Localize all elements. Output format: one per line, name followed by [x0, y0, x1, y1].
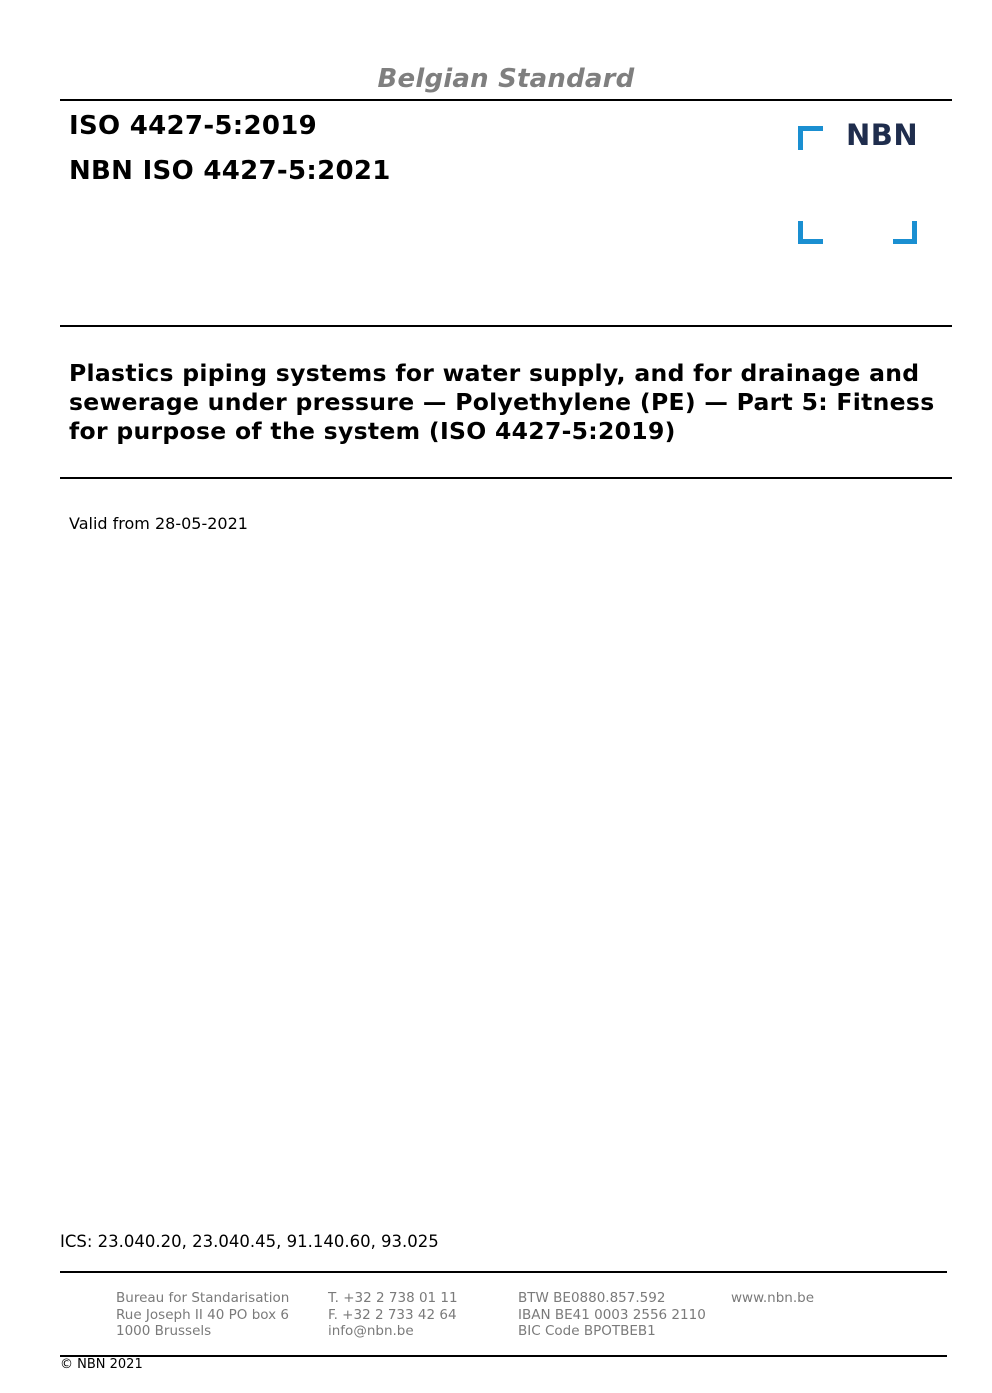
footer-line: Rue Joseph II 40 PO box 6 — [116, 1306, 289, 1323]
footer-line: Bureau for Standarisation — [116, 1290, 290, 1306]
header-label: Belgian Standard — [377, 64, 635, 94]
title-line: sewerage under pressure — Polyethylene (PE) — Part 5: Fitness — [69, 388, 935, 416]
footer-line: T. +32 2 738 01 11 — [328, 1290, 458, 1306]
footer-bank — [518, 1290, 706, 1340]
footer-top-divider — [60, 1271, 947, 1273]
iso-code: ISO 4427-5:2019 — [69, 111, 318, 141]
title-line: for purpose of the system (ISO 4427-5:2019) — [69, 417, 676, 445]
header-divider — [60, 99, 952, 101]
valid-from: Valid from 28-05-2021 — [69, 514, 248, 533]
footer-line: BIC Code BPOTBEB1 — [518, 1323, 656, 1339]
footer-contact — [328, 1290, 458, 1340]
title-top-divider — [60, 325, 952, 327]
logo-text: NBN — [846, 118, 919, 152]
copyright: © NBN 2021 — [60, 1357, 143, 1372]
footer-line: F. +32 2 733 42 64 — [328, 1306, 457, 1323]
document-title — [69, 359, 939, 446]
title-bottom-divider — [60, 477, 952, 479]
footer-address — [116, 1290, 289, 1340]
footer-line: IBAN BE41 0003 2556 2110 — [518, 1306, 706, 1323]
footer-line: 1000 Brussels — [116, 1323, 212, 1339]
ics-codes: ICS: 23.040.20, 23.040.45, 91.140.60, 93.025 — [60, 1232, 439, 1251]
footer-line: BTW BE0880.857.592 — [518, 1290, 666, 1306]
title-line: Plastics piping systems for water supply, and for drainage and — [69, 359, 920, 387]
website-link[interactable]: www.nbn.be — [731, 1290, 815, 1306]
footer-line: info@nbn.be — [328, 1323, 414, 1339]
nbn-code: NBN ISO 4427-5:2021 — [69, 156, 391, 186]
footer-bottom-divider — [60, 1355, 947, 1357]
footer-website — [731, 1290, 814, 1307]
